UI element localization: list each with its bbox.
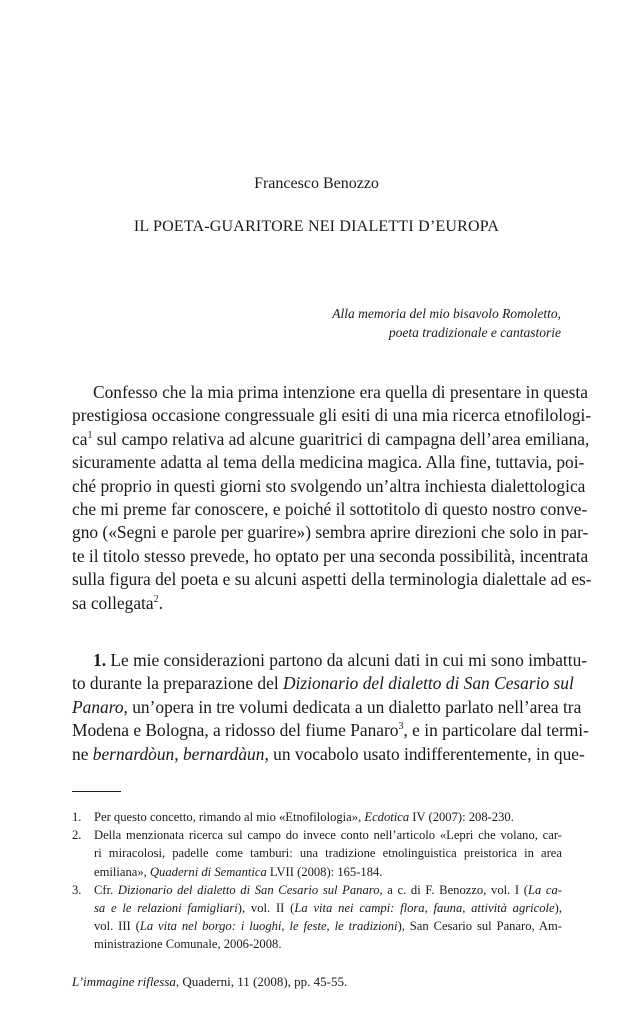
italic-title: La vita nel borgo: i luoghi, le feste, le tradizioni xyxy=(139,919,398,934)
text-line xyxy=(94,881,562,899)
text-fragment: , un vocabolo usato indifferentemente, in que- xyxy=(264,743,585,764)
section-number: 1. xyxy=(93,650,107,670)
dedication-line: poeta tradizionale e cantastorie xyxy=(388,325,561,340)
text-line: gno («Segni e parole per guarire») sembra aprire direzioni che solo in par- xyxy=(72,522,589,543)
citation-footer xyxy=(72,974,347,990)
text-line: che mi preme far conoscere, e poiché il sottotitolo di questo nostro conve- xyxy=(72,498,588,519)
footnotes xyxy=(72,808,562,954)
text-fragment: vol. III ( xyxy=(94,919,140,934)
italic-term: bernardòun xyxy=(92,743,175,764)
italic-title: Ecdotica xyxy=(364,810,410,824)
text-line: te il titolo stesso prevede, ho optato per una seconda possibilità, incentrata xyxy=(72,545,589,566)
footnote-divider xyxy=(72,791,121,792)
text-fragment: , e in particolare dal termi- xyxy=(403,720,589,741)
italic-term: bernardàun xyxy=(182,743,265,764)
text-fragment: IV (2007): 208-230. xyxy=(409,810,514,824)
text-fragment: ), vol. II ( xyxy=(237,901,295,916)
footnote-ref[interactable]: 3 xyxy=(398,721,404,733)
text-fragment: sa collegata xyxy=(72,592,154,613)
text-line xyxy=(72,719,589,742)
text-line xyxy=(94,899,562,917)
footnote-ref[interactable]: 2 xyxy=(153,593,159,605)
text-fragment: ), San Cesario sul Panaro, Am- xyxy=(397,919,562,934)
text-fragment: . xyxy=(158,592,163,613)
journal-title: L’immagine riflessa xyxy=(72,974,176,989)
text-line xyxy=(94,808,562,826)
text-fragment: LVII (2008): 165-184. xyxy=(266,864,383,879)
italic-title: La ca- xyxy=(527,882,563,897)
text-line xyxy=(72,649,588,672)
footnote-number: 2. xyxy=(72,828,82,843)
footnote-number: 3. xyxy=(72,882,82,897)
footnote-2 xyxy=(72,826,562,881)
text-line xyxy=(72,592,562,615)
italic-title: La vita nei campi: flora, fauna, attività agricole xyxy=(294,901,555,916)
footnote-3 xyxy=(72,881,562,954)
text-line xyxy=(94,917,562,935)
text-line xyxy=(72,428,590,451)
italic-title: Dizionario del dialetto di San Cesario sul xyxy=(283,673,574,694)
text-fragment: Modena e Bologna, a ridosso del fiume Panaro xyxy=(72,720,399,741)
text-line: prestigiosa occasione congressuale gli esiti di una mia ricerca etnofilologi- xyxy=(72,405,592,426)
italic-title: Dizionario del dialetto di San Cesario sul Panaro xyxy=(117,882,380,897)
text-fragment: to durante la preparazione del xyxy=(72,673,283,694)
article-title: IL POETA-GUARITORE NEI DIALETTI D’EUROPA xyxy=(133,218,500,235)
text-line: ri miracolosi, padelle come tamburi: una tradizione etnolinguistica preistorica in area xyxy=(94,846,562,861)
text-line: Della menzionata ricerca sul campo do invece conto nell’articolo «Lepri che volano, car- xyxy=(94,828,562,843)
italic-title: Quaderni di Semantica xyxy=(149,864,267,879)
text-line xyxy=(94,863,562,881)
footnote-number: 1. xyxy=(72,810,82,824)
footnote-ref[interactable]: 1 xyxy=(87,429,93,441)
paragraph-intro xyxy=(72,381,592,615)
italic-title: Panaro xyxy=(72,696,124,717)
text-line: sicuramente adatta al tema della medicina magica. Alla fine, tuttavia, poi- xyxy=(72,452,585,473)
author-name: Francesco Benozzo xyxy=(254,175,379,192)
dedication xyxy=(221,304,561,342)
text-line xyxy=(72,743,585,766)
text-line xyxy=(72,696,582,719)
dedication-line: Alla memoria del mio bisavolo Romoletto, xyxy=(332,306,561,321)
text-fragment: ca xyxy=(72,428,88,449)
text-line: ché proprio in questi giorni sto svolgendo un’altra inchiesta dialettologica xyxy=(72,475,586,496)
citation-details: , Quaderni, 11 (2008), pp. 45-55. xyxy=(175,974,348,989)
text-fragment: , a c. di F. Benozzo, vol. I ( xyxy=(379,882,528,897)
text-fragment: ), xyxy=(554,901,562,916)
text-fragment: , xyxy=(174,743,183,764)
italic-title: sa e le relazioni famigliari xyxy=(94,901,238,916)
text-fragment: sul campo relativa ad alcune guaritrici di campagna dell’area emiliana, xyxy=(92,428,590,449)
text-line: sulla figura del poeta e su alcuni aspetti della terminologia dialettale ad es- xyxy=(72,569,592,590)
text-line xyxy=(72,672,574,695)
text-fragment: Le mie considerazioni partono da alcuni dati in cui mi sono imbattu- xyxy=(106,650,588,670)
footnote-1 xyxy=(72,808,562,826)
text-fragment: ne xyxy=(72,743,93,764)
text-line: Confesso che la mia prima intenzione era quella di presentare in questa xyxy=(93,382,588,402)
text-fragment: Per questo concetto, rimando al mio «Etnofilologia», xyxy=(94,810,365,824)
text-fragment: emiliana», xyxy=(94,864,150,879)
text-line: ministrazione Comunale, 2006-2008. xyxy=(94,937,282,952)
text-fragment: , un’opera in tre volumi dedicata a un dialetto parlato nell’area tra xyxy=(123,696,582,717)
text-fragment: Cfr. xyxy=(94,882,118,897)
paragraph-section-1 xyxy=(72,649,589,766)
